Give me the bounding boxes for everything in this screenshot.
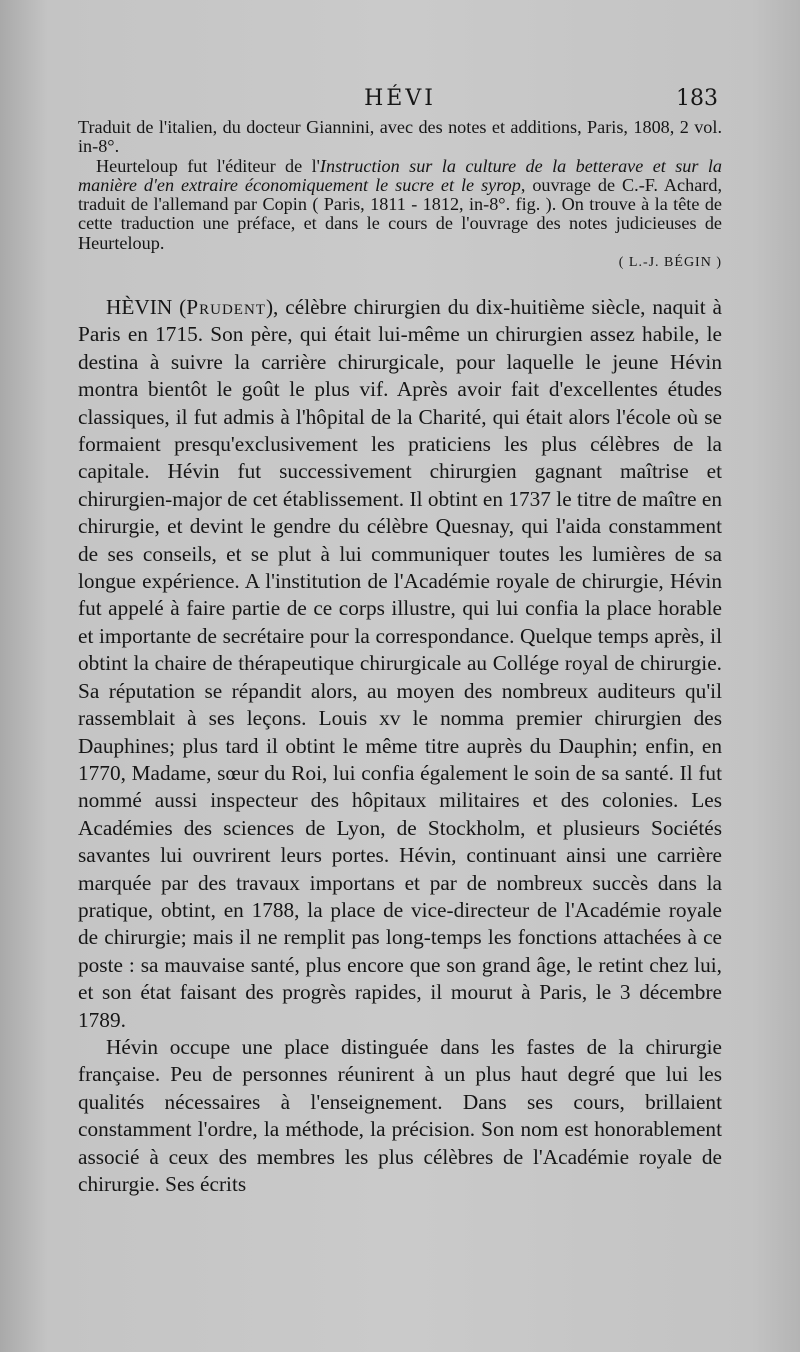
- article-paragraph: HÈVIN (Prudent), célèbre chirurgien du dix-huitième siècle, naquit à Paris en 1715. Son père, qui était lui-même un chirurgien assez habile, le destina à suivre la carrière chirurgicale, pour laquelle le jeune Hévin montra bientôt le goût le plus vif. Après avoir fait d'excellentes études classiques, il fut admis à l'hôpital de la Charité, qui était alors l'école où se formaient presqu'exclusivement les praticiens les plus célèbres de la capitale. Hévin fut successivement chirurgien gagnant maîtrise et chirurgien-major de cet établissement. Il obtint en 1737 le titre de maître en chirurgie, et devint le gendre du célèbre Quesnay, qui l'aida constamment de ses conseils, et se plut à lui communiquer toutes les lumières de sa longue expérience. A l'institution de l'Académie royale de chirurgie, Hévin fut appelé à faire partie de ce corps illustre, qui lui confia la place horable et importante de secrétaire pour la correspondance. Quelque temps après, il obtint la chaire de thérapeutique chirurgicale au Collége royal de chirurgie. Sa réputation se répandit alors, au moyen des nombreux auditeurs qu'il rassemblait à ses leçons. Louis xv le nomma premier chirurgien des Dauphines; plus tard il obtint le même titre auprès du Dauphin; enfin, en 1770, Madame, sœur du Roi, lui confia également le soin de sa santé. Il fut nommé aussi inspecteur des hôpitaux militaires et des colonies. Les Académies des sciences de Lyon, de Stockholm, et plusieurs Sociétés savantes lui ouvrirent leurs portes. Hévin, continuant ainsi une carrière marquée par des travaux importans et par de nombreux succès dans la pratique, obtint, en 1788, la place de vice-directeur de l'Académie royale de chirurgie; mais il ne remplit pas long-temps les fonctions attachées à ce poste : sa mauvaise santé, plus encore que son grand âge, le retint chez lui, et son état faisant des progrès rapides, il mourut à Paris, le 3 décembre 1789.: [78, 295, 722, 1032]
- previous-article-line: Traduit de l'italien, du docteur Giannini, avec des notes et additions, Paris, 1808, 2 vol. in-8°.: [78, 117, 722, 157]
- page-header: [0, 86, 800, 120]
- headword: HÈVIN: [106, 295, 173, 319]
- previous-article-paragraph: [78, 157, 722, 253]
- book-title: Instruction sur la culture de la betterave et sur la manière d'en extraire économiquement le sucre et le syrop: [78, 155, 723, 195]
- paragraph-end: , ouvrage de C.-F. Achard, traduit de l'allemand par Copin ( Paris, 1811 - 1812, in-8°. fig. ). On trouve à la tête de cette traduction une préface, et dans le cours de l'ouvrage des notes judicieuses de Heurteloup.: [78, 174, 722, 253]
- article-hevin: [78, 294, 722, 1198]
- given-name: Prudent: [186, 295, 266, 319]
- paragraph-start: Heurteloup fut l'éditeur de l': [96, 155, 320, 176]
- running-head: HÉVI: [364, 86, 436, 111]
- paragraph-body: , célèbre chirurgien du dix-huitième siècle, naquit à Paris en 1715. Son père, qui était lui-même un chirurgien assez habile, le destina à suivre la carrière chirurgicale, pour laquelle le jeune Hévin montra bientôt le goût le plus vif. Après avoir fait d'excellentes études classiques, il fut admis à l'hôpital de la Charité, qui était alors l'école où se formaient presqu'exclusivement les praticiens les plus célèbres de la capitale. Hévin fut successivement chirurgien gagnant maîtrise et chirurgien-major de cet établissement. Il obtint en 1737 le titre de maître en chirurgie, et devint le gendre du célèbre Quesnay, qui l'aida constamment de ses conseils, et se plut à lui communiquer toutes les lumières de sa longue expérience. A l'institution de l'Académie royale de chirurgie, Hévin fut appelé à faire partie de ce corps illustre, qui lui confia la place horable et importante de secrétaire pour la correspondance. Quelque temps après, il obtint la chaire de thérapeutique chirurgicale au Collége royal de chirurgie. Sa réputation se répandit alors, au moyen des nombreux auditeurs qu'il rassemblait à ses leçons. Louis xv le nomma premier chirurgien des Dauphines; plus tard il obtint le même titre auprès du Dauphin; enfin, en 1770, Madame, sœur du Roi, lui confia également le soin de sa santé. Il fut nommé aussi inspecteur des hôpitaux militaires et des colonies. Les Académies des sciences de Lyon, de Stockholm, et plusieurs Sociétés savantes lui ouvrirent leurs portes. Hévin, continuant ainsi une carrière marquée par des travaux importans et par de nombreux succès dans la pratique, obtint, en 1788, la place de vice-directeur de l'Académie royale de chirurgie; mais il ne remplit pas long-temps les fonctions attachées à ce poste : sa mauvaise santé, plus encore que son grand âge, le retint chez lui, et son état faisant des progrès rapides, il mourut à Paris, le 3 décembre 1789.: [78, 295, 722, 1032]
- previous-article-tail: [78, 118, 722, 272]
- article-paragraph: Hévin occupe une place distinguée dans les fastes de la chirurgie française. Peu de personnes réunirent à un plus haut degré que lui les qualités nécessaires à l'enseignement. Dans ses cours, brillaient constamment l'ordre, la méthode, la précision. Son nom est honorablement associé à ceux des membres les plus célèbres de l'Académie royale de chirurgie. Ses écrits: [78, 1034, 722, 1196]
- page-number: 183: [676, 86, 718, 111]
- author-signature: ( L.-J. BÉGIN ): [618, 255, 722, 271]
